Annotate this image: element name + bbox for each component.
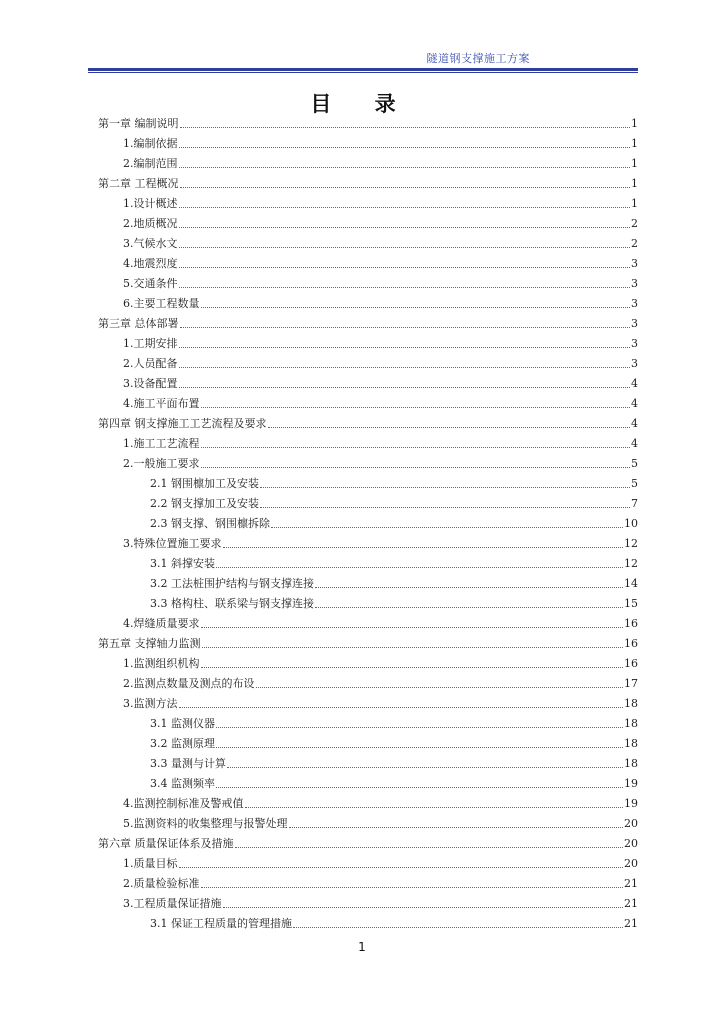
toc-dot-leader: [315, 607, 623, 608]
toc-entry-label: 2.3 钢支撑、钢围檩拆除: [150, 517, 270, 530]
toc-entry[interactable]: [123, 611, 638, 631]
toc-entry-page: 1: [631, 197, 638, 210]
toc-entry-page: 1: [631, 177, 638, 190]
toc-entry-label: 第四章 钢支撑施工工艺流程及要求: [98, 417, 267, 430]
toc-entry[interactable]: [150, 731, 638, 751]
toc-entry-page: 18: [624, 697, 638, 710]
toc-dot-leader: [180, 187, 631, 188]
toc-entry[interactable]: [98, 171, 638, 191]
toc-entry-page: 7: [631, 497, 638, 510]
toc-entry-page: 2: [631, 237, 638, 250]
toc-dot-leader: [179, 287, 631, 288]
toc-entry-label: 5.监测资料的收集整理与报警处理: [123, 817, 288, 830]
toc-entry-page: 20: [624, 837, 638, 850]
toc-entry-page: 3: [631, 297, 638, 310]
toc-entry-label: 4.施工平面布置: [123, 397, 200, 410]
toc-dot-leader: [293, 927, 623, 928]
toc-entry[interactable]: [123, 391, 638, 411]
toc-dot-leader: [315, 587, 623, 588]
toc-entry-page: 18: [624, 737, 638, 750]
toc-entry-page: 16: [624, 657, 638, 670]
toc-entry-label: 第五章 支撑轴力监测: [98, 637, 201, 650]
toc-dot-leader: [201, 307, 631, 308]
toc-entry-label: 3.2 工法桩围护结构与钢支撑连接: [150, 577, 314, 590]
toc-entry-label: 3.4 监测频率: [150, 777, 215, 790]
header-title: 隧道钢支撑施工方案: [426, 52, 530, 65]
toc-dot-leader: [201, 447, 631, 448]
toc-dot-leader: [202, 647, 624, 648]
toc-dot-leader: [260, 487, 630, 488]
toc-entry-label: 第一章 编制说明: [98, 117, 179, 130]
toc-dot-leader: [245, 807, 624, 808]
toc-entry[interactable]: [150, 751, 638, 771]
toc-entry[interactable]: [123, 811, 638, 831]
toc-entry[interactable]: [123, 251, 638, 271]
toc-entry[interactable]: [98, 411, 638, 431]
toc-dot-leader: [179, 867, 624, 868]
toc-entry[interactable]: [98, 631, 638, 651]
toc-dot-leader: [256, 687, 624, 688]
toc-entry-label: 1.施工工艺流程: [123, 437, 200, 450]
toc-dot-leader: [180, 327, 631, 328]
toc-entry-page: 15: [624, 597, 638, 610]
toc-entry-label: 6.主要工程数量: [123, 297, 200, 310]
toc-entry-page: 1: [631, 157, 638, 170]
toc-entry[interactable]: [150, 911, 638, 931]
toc-entry-page: 12: [624, 537, 638, 550]
toc-entry-label: 2.1 钢围檩加工及安装: [150, 477, 259, 490]
toc-entry[interactable]: [123, 191, 638, 211]
toc-dot-leader: [235, 847, 624, 848]
toc-entry-page: 20: [624, 817, 638, 830]
toc-dot-leader: [223, 907, 624, 908]
toc-entry[interactable]: [123, 211, 638, 231]
toc-entry-label: 3.监测方法: [123, 697, 178, 710]
toc-dot-leader: [179, 347, 631, 348]
toc-dot-leader: [179, 247, 631, 248]
toc-dot-leader: [271, 527, 623, 528]
toc-entry[interactable]: [123, 871, 638, 891]
toc-entry-label: 1.工期安排: [123, 337, 178, 350]
toc-entry-label: 2.地质概况: [123, 217, 178, 230]
toc-entry[interactable]: [98, 311, 638, 331]
toc-entry-page: 21: [624, 897, 638, 910]
toc-entry[interactable]: [123, 331, 638, 351]
toc-entry-page: 5: [631, 457, 638, 470]
toc-entry-page: 20: [624, 857, 638, 870]
toc-entry-label: 1.质量目标: [123, 857, 178, 870]
toc-dot-leader: [201, 627, 624, 628]
toc-entry-label: 3.1 斜撑安装: [150, 557, 215, 570]
toc-entry-page: 18: [624, 717, 638, 730]
toc-entry-label: 3.工程质量保证措施: [123, 897, 222, 910]
toc-entry-page: 5: [631, 477, 638, 490]
toc-entry-label: 1.设计概述: [123, 197, 178, 210]
toc-entry-page: 19: [624, 777, 638, 790]
toc-entry[interactable]: [150, 491, 638, 511]
toc-dot-leader: [227, 767, 623, 768]
toc-entry-label: 第二章 工程概况: [98, 177, 179, 190]
toc-entry-label: 5.交通条件: [123, 277, 178, 290]
toc-dot-leader: [216, 567, 623, 568]
toc-entry-label: 1.编制依据: [123, 137, 178, 150]
toc-entry-page: 4: [631, 417, 638, 430]
toc-entry[interactable]: [123, 671, 638, 691]
toc-dot-leader: [260, 507, 630, 508]
toc-entry-page: 21: [624, 877, 638, 890]
toc-entry[interactable]: [123, 451, 638, 471]
toc-entry-label: 2.质量检验标准: [123, 877, 200, 890]
toc-entry[interactable]: [150, 771, 638, 791]
toc-entry[interactable]: [123, 791, 638, 811]
toc-entry-page: 21: [624, 917, 638, 930]
toc-entry-page: 2: [631, 217, 638, 230]
toc-entry-page: 14: [624, 577, 638, 590]
toc-entry-label: 2.监测点数量及测点的布设: [123, 677, 255, 690]
toc-entry[interactable]: [150, 551, 638, 571]
toc-dot-leader: [216, 727, 623, 728]
toc-entry-page: 3: [631, 317, 638, 330]
toc-entry-page: 3: [631, 337, 638, 350]
toc-entry-label: 4.焊缝质量要求: [123, 617, 200, 630]
toc-dot-leader: [268, 427, 631, 428]
toc-dot-leader: [201, 667, 624, 668]
toc-entry[interactable]: [98, 111, 638, 131]
toc-entry-label: 3.设备配置: [123, 377, 178, 390]
toc-title: 目 录: [310, 92, 414, 116]
toc-entry-label: 第三章 总体部署: [98, 317, 179, 330]
toc-entry-label: 3.2 监测原理: [150, 737, 215, 750]
toc-dot-leader: [223, 547, 624, 548]
toc-entry-page: 3: [631, 257, 638, 270]
toc-entry[interactable]: [123, 891, 638, 911]
toc-entry-label: 3.1 监测仪器: [150, 717, 215, 730]
toc-entry-page: 16: [624, 617, 638, 630]
toc-entry-label: 4.地震烈度: [123, 257, 178, 270]
toc-entry[interactable]: [123, 431, 638, 451]
toc-dot-leader: [289, 827, 624, 828]
toc-entry-label: 2.编制范围: [123, 157, 178, 170]
toc-dot-leader: [179, 267, 631, 268]
toc-entry-page: 10: [624, 517, 638, 530]
toc-entry[interactable]: [150, 471, 638, 491]
toc-dot-leader: [179, 167, 631, 168]
toc-dot-leader: [179, 207, 631, 208]
toc-entry[interactable]: [123, 291, 638, 311]
toc-entry-label: 4.监测控制标准及警戒值: [123, 797, 244, 810]
header-rule-thin: [88, 72, 638, 73]
toc-dot-leader: [179, 387, 631, 388]
toc-entry-page: 4: [631, 397, 638, 410]
toc-dot-leader: [216, 787, 623, 788]
toc-entry[interactable]: [123, 231, 638, 251]
toc-dot-leader: [179, 707, 624, 708]
toc-dot-leader: [201, 467, 631, 468]
toc-entry[interactable]: [123, 271, 638, 291]
toc-entry-label: 第六章 质量保证体系及措施: [98, 837, 234, 850]
toc-entry-page: 19: [624, 797, 638, 810]
toc-entry[interactable]: [150, 591, 638, 611]
toc-dot-leader: [216, 747, 623, 748]
toc-dot-leader: [201, 407, 631, 408]
toc-entry[interactable]: [123, 651, 638, 671]
toc-entry[interactable]: [123, 151, 638, 171]
toc-entry-label: 3.气候水文: [123, 237, 178, 250]
header-rule: [88, 68, 638, 71]
toc-entry-label: 3.特殊位置施工要求: [123, 537, 222, 550]
toc-entry-page: 1: [631, 137, 638, 150]
toc-entry-page: 4: [631, 437, 638, 450]
toc-entry-page: 3: [631, 277, 638, 290]
toc-entry-page: 4: [631, 377, 638, 390]
toc-entry-label: 2.2 钢支撑加工及安装: [150, 497, 259, 510]
toc-entry-page: 1: [631, 117, 638, 130]
toc-entry[interactable]: [123, 531, 638, 551]
toc-dot-leader: [179, 227, 631, 228]
toc-dot-leader: [201, 887, 624, 888]
toc-entry-label: 3.3 格构柱、联系梁与钢支撑连接: [150, 597, 314, 610]
toc-entry-page: 3: [631, 357, 638, 370]
toc-dot-leader: [179, 147, 631, 148]
toc-entry-page: 18: [624, 757, 638, 770]
toc-entry[interactable]: [123, 351, 638, 371]
toc-entry[interactable]: [150, 511, 638, 531]
toc-entry[interactable]: [123, 371, 638, 391]
toc-entry[interactable]: [123, 851, 638, 871]
toc-entry-page: 17: [624, 677, 638, 690]
toc-entry[interactable]: [150, 711, 638, 731]
toc-entry[interactable]: [98, 831, 638, 851]
page-number: 1: [358, 940, 366, 954]
toc-entry-label: 2.人员配备: [123, 357, 178, 370]
toc-entry-label: 2.一般施工要求: [123, 457, 200, 470]
toc-dot-leader: [180, 127, 631, 128]
toc-entry[interactable]: [123, 131, 638, 151]
toc-entry-page: 12: [624, 557, 638, 570]
toc-entry[interactable]: [150, 571, 638, 591]
toc-dot-leader: [179, 367, 631, 368]
toc-entry-label: 3.1 保证工程质量的管理措施: [150, 917, 292, 930]
toc-entry-label: 1.监测组织机构: [123, 657, 200, 670]
toc-entry-label: 3.3 量测与计算: [150, 757, 226, 770]
toc-entry-page: 16: [624, 637, 638, 650]
toc-entry[interactable]: [123, 691, 638, 711]
